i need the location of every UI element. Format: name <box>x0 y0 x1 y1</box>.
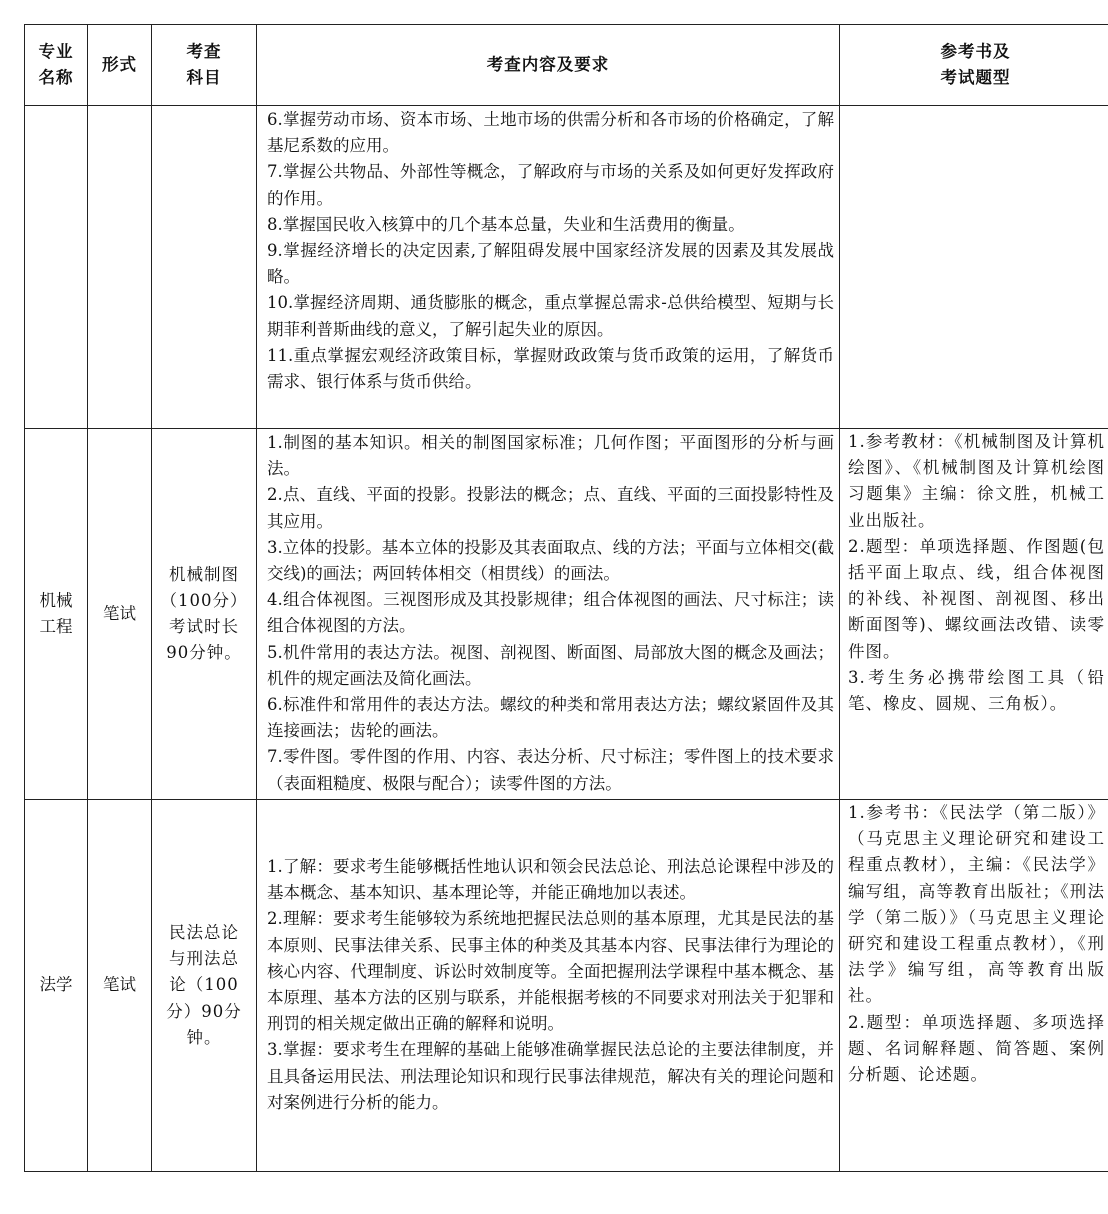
exam-syllabus-table <box>24 24 1108 1172</box>
reference-item: 1.参考教材：《机械制图及计算机绘图》、《机械制图及计算机绘图习题集》主编：徐文胜，机械工业出版社。 <box>848 432 1105 530</box>
form-cell: 笔试 <box>88 429 152 800</box>
header-row <box>25 25 1108 106</box>
major-cell <box>25 429 88 800</box>
major-cell <box>25 106 88 429</box>
header-subject-line2: 科目 <box>186 68 222 87</box>
header-reference-line1: 参考书及 <box>940 41 1011 61</box>
table-row <box>25 429 1108 800</box>
content-item: 7.零件图。零件图的作用、内容、表达分析、尺寸标注；零件图上的技术要求（表面粗糙度、极限与配合）；读零件图的方法。 <box>267 747 834 793</box>
table-row <box>25 106 1108 429</box>
subject-line: 机械制图 <box>169 564 239 584</box>
header-subject-line1: 考查 <box>186 41 222 61</box>
subject-line: 分）90分 <box>166 1001 242 1021</box>
content-item: 3.掌握：要求考生在理解的基础上能够准确掌握民法总论的主要法律制度，并且具备运用民法、刑法理论知识和现行民事法律规范，解决有关的理论问题和对案例进行分析的能力。 <box>267 1040 834 1112</box>
header-content: 考查内容及要求 <box>257 25 840 106</box>
content-item: 1.制图的基本知识。相关的制图国家标准；几何作图；平面图形的分析与画法。 <box>267 433 834 479</box>
content-item: 6.标准件和常用件的表达方法。螺纹的种类和常用表达方法；螺纹紧固件及其连接画法；齿轮的画法。 <box>267 695 834 741</box>
header-major-line2: 名称 <box>38 68 74 87</box>
header-subject <box>152 25 257 106</box>
form-cell <box>88 106 152 429</box>
header-reference <box>840 25 1108 106</box>
content-item: 6.掌握劳动市场、资本市场、土地市场的供需分析和各市场的价格确定，了解基尼系数的应用。 <box>267 110 834 156</box>
reference-item: 3.考生务必携带绘图工具（铅笔、橡皮、圆规、三角板）。 <box>848 667 1105 714</box>
subject-line: 90分钟。 <box>166 643 242 663</box>
header-reference-line2: 考试题型 <box>940 68 1011 87</box>
content-cell <box>257 800 840 1172</box>
subject-cell <box>152 106 257 429</box>
reference-item: 1.参考书：《民法学（第二版）》（马克思主义理论研究和建设工程重点教材），主编：《民法学》编写组，高等教育出版社；《刑法学（第二版）》（马克思主义理论研究和建设工程重点教材），《刑法学》编写组，高等教育出版社。 <box>848 803 1105 1006</box>
content-item: 8.掌握国民收入核算中的几个基本总量，失业和生活费用的衡量。 <box>267 214 745 234</box>
form-cell: 笔试 <box>88 800 152 1172</box>
content-item: 10.掌握经济周期、通货膨胀的概念，重点掌握总需求-总供给模型、短期与长期菲利普斯曲线的意义，了解引起失业的原因。 <box>267 293 834 339</box>
subject-line: 钟。 <box>186 1027 222 1047</box>
content-cell <box>257 429 840 800</box>
reference-cell <box>840 106 1108 429</box>
subject-line: （100分） <box>160 590 248 610</box>
major-cell: 法学 <box>25 800 88 1172</box>
content-item: 2.理解：要求考生能够较为系统地把握民法总则的基本原理，尤其是民法的基本原则、民事法律关系、民事主体的种类及其基本内容、民事法律行为理论的核心内容、代理制度、诉讼时效制度等。全面把握刑法学课程中基本概念、基本原理、基本方法的区别与联系，并能根据考核的不同要求对刑法关于犯罪和刑罚的相关规定做出正确的解释和说明。 <box>267 909 834 1034</box>
major-line2: 工程 <box>39 617 73 636</box>
reference-item: 2.题型：单项选择题、作图题(包括平面上取点、线，组合体视图的补线、补视图、剖视图、移出断面图等)、螺纹画法改错、读零件图。 <box>848 536 1105 661</box>
header-form: 形式 <box>88 25 152 106</box>
reference-cell <box>840 429 1108 800</box>
content-item: 7.掌握公共物品、外部性等概念，了解政府与市场的关系及如何更好发挥政府的作用。 <box>267 162 834 208</box>
content-item: 2.点、直线、平面的投影。投影法的概念；点、直线、平面的三面投影特性及其应用。 <box>267 485 834 531</box>
subject-cell <box>152 800 257 1172</box>
subject-line: 民法总论 <box>169 922 239 942</box>
content-item: 9.掌握经济增长的决定因素,了解阻碍发展中国家经济发展的因素及其发展战略。 <box>267 241 834 287</box>
reference-item: 2.题型：单项选择题、多项选择题、名词解释题、简答题、案例分析题、论述题。 <box>848 1012 1105 1085</box>
table-row <box>25 800 1108 1172</box>
content-cell <box>257 106 840 429</box>
subject-line: 考试时长 <box>169 617 239 636</box>
header-major-line1: 专业 <box>38 41 74 61</box>
major-line1: 机械 <box>39 590 73 610</box>
subject-cell <box>152 429 257 800</box>
content-item: 4.组合体视图。三视图形成及其投影规律；组合体视图的画法、尺寸标注；读组合体视图的方法。 <box>267 590 834 636</box>
reference-cell <box>840 800 1108 1172</box>
subject-line: 论（100 <box>169 975 239 995</box>
content-item: 5.机件常用的表达方法。视图、剖视图、断面图、局部放大图的概念及画法；机件的规定画法及简化画法。 <box>267 642 834 688</box>
content-item: 3.立体的投影。基本立体的投影及其表面取点、线的方法；平面与立体相交(截交线)的画法；两回转体相交（相贯线）的画法。 <box>267 537 834 584</box>
header-major <box>25 25 88 106</box>
content-item: 11.重点掌握宏观经济政策目标，掌握财政政策与货币政策的运用，了解货币需求、银行体系与货币供给。 <box>267 345 834 392</box>
content-item: 1.了解：要求考生能够概括性地认识和领会民法总论、刑法总论课程中涉及的基本概念、基本知识、基本理论等，并能正确地加以表述。 <box>267 856 834 903</box>
subject-line: 与刑法总 <box>169 949 239 969</box>
